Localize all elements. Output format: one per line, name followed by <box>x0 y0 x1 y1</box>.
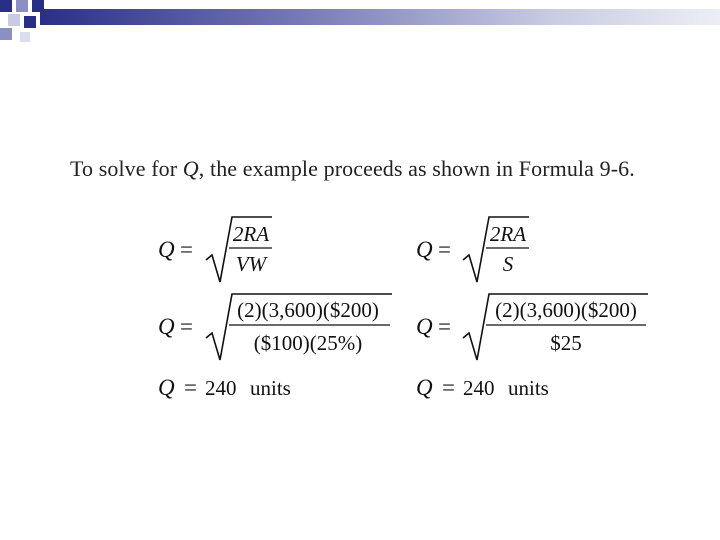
intro-text-before: To solve for <box>70 156 183 181</box>
left-result-line <box>158 375 291 400</box>
right-row2-formula <box>416 294 648 360</box>
right-row1-formula <box>416 217 529 282</box>
right-result-units: units <box>508 376 549 400</box>
right-row1-numerator: 2RA <box>489 222 527 246</box>
left-result-equals: = <box>184 375 197 400</box>
right-formula-column <box>416 217 648 400</box>
left-result-lhs: Q <box>158 375 175 400</box>
left-row1-lhs: Q <box>158 237 175 262</box>
right-result-line <box>416 375 549 400</box>
intro-variable: Q <box>182 156 199 181</box>
left-row1-denominator: VW <box>235 252 267 276</box>
left-row2-lhs: Q <box>158 314 175 339</box>
left-row2-denominator: ($100)(25%) <box>253 331 363 355</box>
left-row1-numerator: 2RA <box>232 222 270 246</box>
left-row2-numerator: (2)(3,600)($200) <box>237 298 379 322</box>
left-row2-equals: = <box>180 314 193 339</box>
left-result-units: units <box>250 376 291 400</box>
right-row2-denominator: $25 <box>550 331 582 355</box>
right-row1-equals: = <box>438 237 451 262</box>
left-row1-equals: = <box>180 237 193 262</box>
left-row1-formula <box>158 217 272 282</box>
left-row2-formula <box>158 294 392 360</box>
right-result-value: 240 <box>463 376 495 400</box>
right-row1-lhs: Q <box>416 237 433 262</box>
right-row2-numerator: (2)(3,600)($200) <box>495 298 637 322</box>
right-row2-lhs: Q <box>416 314 433 339</box>
right-row2-equals: = <box>438 314 451 339</box>
intro-text-after: , the example proceeds as shown in Formula 9-6. <box>198 156 635 181</box>
left-formula-column <box>158 217 392 400</box>
left-result-value: 240 <box>205 376 237 400</box>
right-row1-denominator: S <box>502 252 514 276</box>
right-result-lhs: Q <box>416 375 433 400</box>
right-result-equals: = <box>442 375 455 400</box>
